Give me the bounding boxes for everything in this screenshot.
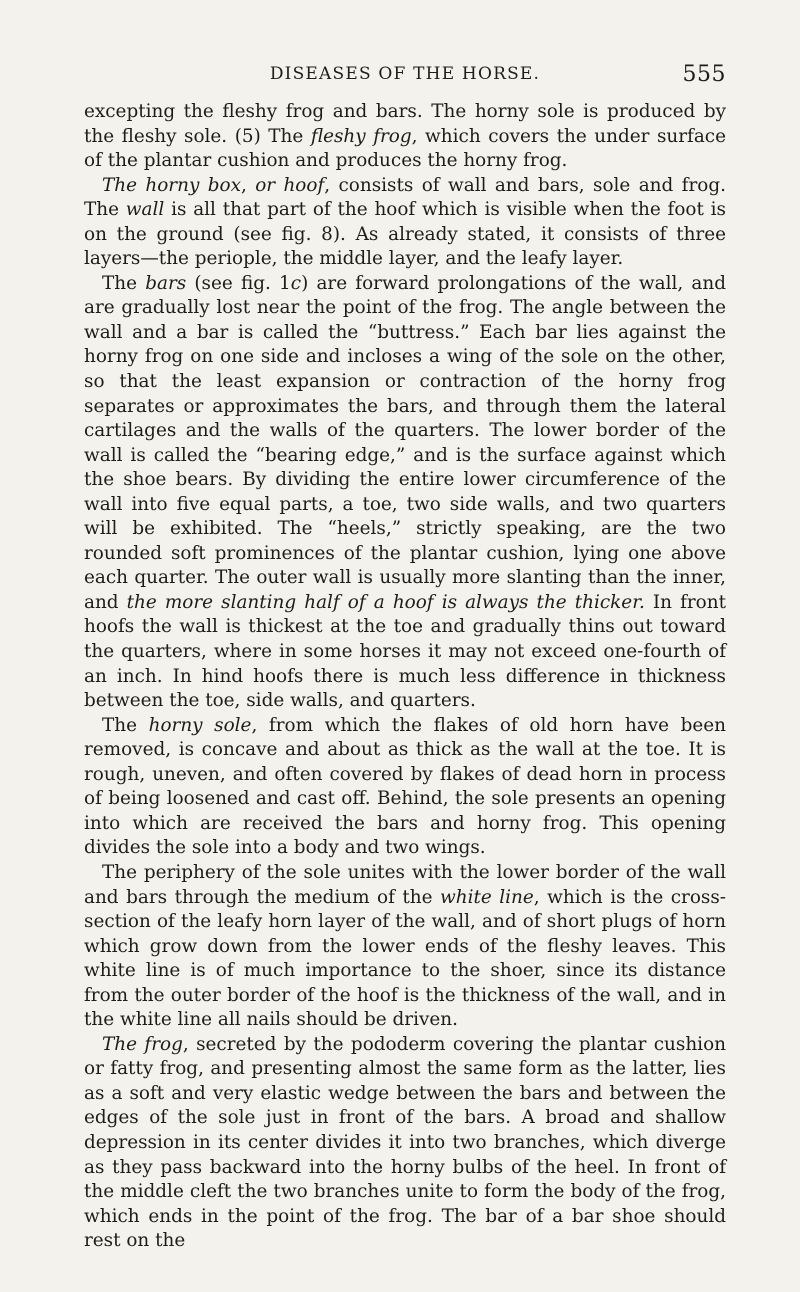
text-run: The bbox=[102, 714, 149, 736]
paragraph bbox=[84, 174, 726, 272]
paragraph bbox=[84, 100, 726, 174]
text-run: (see fig. 1 bbox=[186, 272, 291, 294]
text-run: , which is the cross-section of the leafy horn layer of the wall, and of short plugs of horn which grow down from the lower ends of the fleshy leaves. This white line is of much importance to the shoer, since its distance from the outer border of the hoof is the thickness of the wall, and in the white line all nails should be driven. bbox=[84, 886, 726, 1031]
italic-text: the more slanting half of a hoof is always the thicker. bbox=[126, 591, 645, 613]
text-run: , secreted by the pododerm covering the plantar cushion or fatty frog, and presenting almost the same form as the latter, lies as a soft and very elastic wedge between the bars and between the edges of the sole just in front of the bars. A broad and shallow depression in its center divides it into two branches, which diverge as they pass backward into the horny bulbs of the heel. In front of the middle cleft the two branches unite to form the body of the frog, which ends in the point of the frog. The bar of a bar shoe should rest on the bbox=[84, 1033, 726, 1252]
italic-text: wall bbox=[125, 199, 165, 221]
running-header bbox=[84, 62, 726, 88]
text-run: ) are forward prolongations of the wall, and are gradually lost near the point of the frog. The angle between the wall and a bar is called the “buttress.” Each bar lies against the horny frog on one side and incloses a wing of the sole on the other, so that the least expansion or contraction of the horny frog separates or approximates the bars, and through them the lateral cartilages and the walls of the quarters. The lower border of the wall is called the “bearing edge,” and is the surface against which the shoe bears. By dividing the entire lower circumference of the wall into five equal parts, a toe, two side walls, and two quarters will be exhibited. The “heels,” strictly speaking, are the two rounded soft prominences of the plantar cushion, lying one above each quarter. The outer wall is usually more slanting than the inner, and bbox=[84, 272, 726, 613]
paragraph bbox=[84, 272, 726, 714]
italic-text: The frog bbox=[102, 1033, 183, 1055]
body-text bbox=[84, 100, 726, 1254]
text-run: In front hoofs the wall is thickest at the toe and gradually thins out toward the quarters, where in some horses it may not exceed one-fourth of an inch. In hind hoofs there is much less difference in thickness between the toe, side walls, and quarters. bbox=[84, 591, 726, 712]
text-run: , from which the flakes of old horn have been removed, is concave and about as thick as the wall at the toe. It is rough, uneven, and often covered by flakes of dead horn in process of being loosened and cast off. Behind, the sole presents an opening into which are received the bars and horny frog. This opening divides the sole into a body and two wings. bbox=[84, 714, 726, 859]
text-run: The periphery of the sole unites with the lower border of the wall and bars through the medium of the bbox=[84, 861, 726, 908]
italic-text: white line bbox=[440, 886, 534, 908]
paragraph bbox=[84, 861, 726, 1033]
running-title: DISEASES OF THE HORSE. bbox=[269, 64, 541, 84]
text-run: , consists of wall and bars, sole and frog. The bbox=[84, 174, 726, 221]
text-run: excepting the fleshy frog and bars. The horny sole is produced by the fleshy sole. (5) The bbox=[84, 101, 726, 147]
italic-text: bars bbox=[145, 272, 187, 294]
italic-text: horny sole bbox=[148, 714, 252, 736]
italic-text: c bbox=[290, 272, 302, 294]
italic-text: The horny box bbox=[102, 174, 241, 196]
italic-text: or hoof bbox=[255, 174, 325, 196]
text-run: , which covers the under surface of the plantar cushion and produces the horny frog. bbox=[84, 125, 726, 172]
paragraph bbox=[84, 1033, 726, 1254]
text-run: The bbox=[102, 272, 146, 294]
page-number: 555 bbox=[682, 62, 726, 87]
paragraph bbox=[84, 714, 726, 861]
italic-text: fleshy frog bbox=[310, 125, 412, 147]
text-run: is all that part of the hoof which is visible when the foot is on the ground (see fig. 8). As already stated, it consists of three layers—the periople, the middle layer, and the leafy layer. bbox=[84, 199, 726, 270]
text-run: , bbox=[240, 174, 256, 196]
